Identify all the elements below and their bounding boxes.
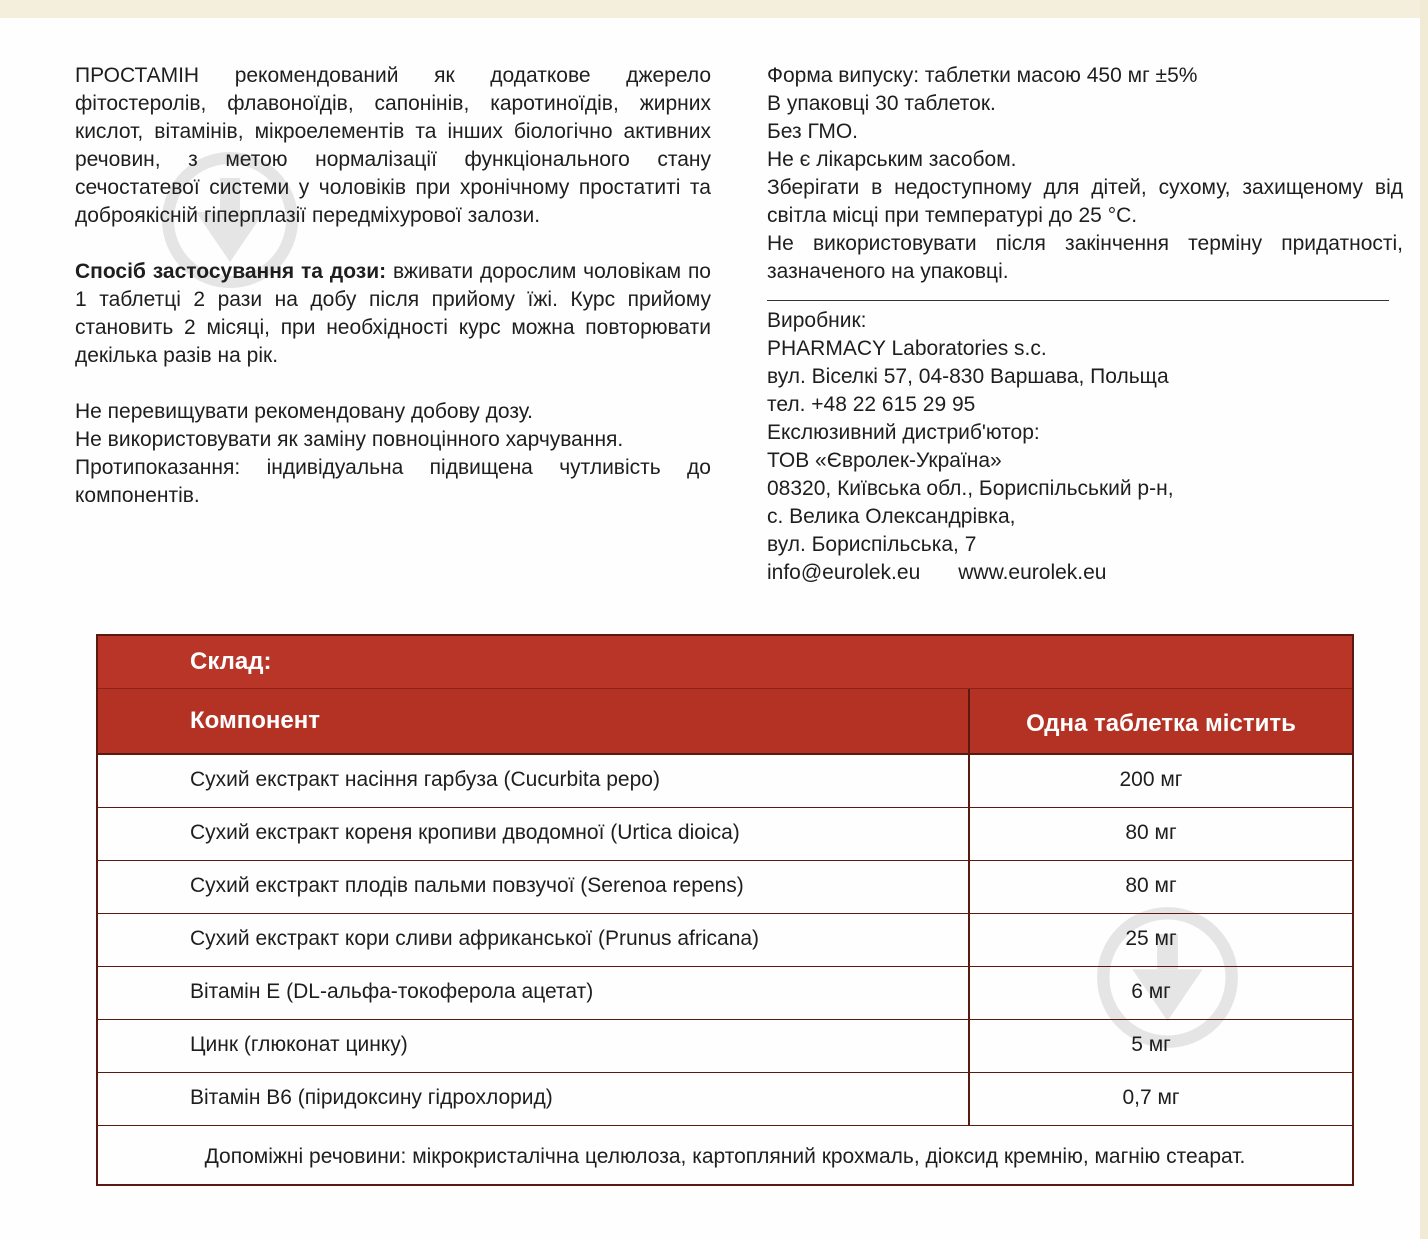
table-row	[98, 755, 1352, 808]
contacts-row	[767, 559, 1403, 587]
manufacturer-name: PHARMACY Laboratories s.c.	[767, 337, 1047, 360]
component-name: Цинк (глюконат цинку)	[98, 1020, 970, 1072]
component-amount: 6 мг	[1131, 980, 1171, 1003]
left-column	[75, 62, 711, 510]
distributor-address: 08320, Київська обл., Бориспільський р-н,	[767, 477, 1174, 500]
table-row	[98, 1073, 1352, 1126]
expiry-note: Не використовувати після закінчення терміну придатності, зазначеного на упаковці.	[767, 232, 1403, 283]
component-name: Сухий екстракт насіння гарбуза (Cucurbita pepo)	[98, 755, 970, 807]
right-column	[767, 62, 1403, 587]
manufacturer-phone: тел. +48 22 615 29 95	[767, 393, 976, 416]
column-header-amount: Одна таблетка містить	[1026, 710, 1296, 737]
warnings-paragraph	[75, 398, 711, 510]
warning-line: Не використовувати як заміну повноцінного харчування.	[75, 428, 624, 451]
website-link[interactable]: www.eurolek.eu	[958, 561, 1107, 584]
distributor-address: с. Велика Олександрівка,	[767, 505, 1016, 528]
component-name: Сухий екстракт плодів пальми повзучої (Serenoa repens)	[98, 861, 970, 913]
component-amount: 80 мг	[1125, 874, 1177, 897]
excipients-note: Допоміжні речовини: мікрокристалічна целюлоза, картопляний крохмаль, діоксид кремнію, магнію стеарат.	[204, 1145, 1246, 1168]
usage-title: Спосіб застосування та дози:	[75, 260, 387, 283]
warning-line: Не перевищувати рекомендовану добову дозу.	[75, 400, 533, 423]
table-row	[98, 914, 1352, 967]
table-row	[98, 808, 1352, 861]
column-header-component: Компонент	[98, 689, 970, 753]
component-amount: 200 мг	[1119, 768, 1183, 791]
pack-count: В упаковці 30 таблеток.	[767, 92, 996, 115]
intro-text: ПРОСТАМІН рекомендований як додаткове джерело фітостеролів, флавоноїдів, сапонінів, каротиноїдів, жирних кислот, вітамінів, мікроелементів та інших біологічно активних речовин, з метою нормалізації функціонального стану сечостатевої системи у чоловіків при хронічному простатиті та доброякісній гіперплазії передміхурової залози.	[75, 64, 711, 227]
not-drug-note: Не є лікарським засобом.	[767, 148, 1017, 171]
table-header	[98, 689, 1352, 755]
gmo-note: Без ГМО.	[767, 120, 859, 143]
component-amount: 0,7 мг	[1122, 1086, 1180, 1109]
component-amount: 25 мг	[1125, 927, 1177, 950]
storage-note: Зберігати в недоступному для дітей, сухому, захищеному від світла місці при температурі до 25 °С.	[767, 176, 1403, 227]
email-link[interactable]: info@eurolek.eu	[767, 561, 921, 584]
manufacturer-address: вул. Віселкі 57, 04-830 Варшава, Польща	[767, 365, 1169, 388]
manufacturer-label: Виробник:	[767, 309, 867, 332]
component-name: Сухий екстракт кореня кропиви дводомної (Urtica dioica)	[98, 808, 970, 860]
release-form: Форма випуску: таблетки масою 450 мг ±5%	[767, 64, 1198, 87]
composition-title: Склад:	[98, 636, 1352, 689]
component-name: Вітамін Е (DL-альфа-токоферола ацетат)	[98, 967, 970, 1019]
warning-line: Протипоказання: індивідуальна підвищена чутливість до компонентів.	[75, 456, 711, 507]
table-row	[98, 967, 1352, 1020]
divider	[767, 300, 1389, 301]
distributor-label: Екслюзивний дистриб'ютор:	[767, 421, 1040, 444]
component-name: Сухий екстракт кори сливи африканської (Prunus africana)	[98, 914, 970, 966]
package-top-edge	[0, 0, 1428, 18]
table-row	[98, 1020, 1352, 1073]
component-amount: 5 мг	[1131, 1033, 1171, 1056]
usage-paragraph	[75, 258, 711, 370]
package-right-edge	[1420, 0, 1428, 1239]
distributor-name: ТОВ «Євролек-Україна»	[767, 449, 1002, 472]
distributor-address: вул. Бориспільська, 7	[767, 533, 977, 556]
component-amount: 80 мг	[1125, 821, 1177, 844]
component-name: Вітамін В6 (піридоксину гідрохлорид)	[98, 1073, 970, 1125]
table-row	[98, 861, 1352, 914]
composition-table	[96, 634, 1354, 1186]
usage-text: вживати дорослим чоловікам по 1 таблетці 2 рази на добу після прийому їжі. Курс прийому становить 2 місяці, при необхідності курс можна повторювати декілька разів на рік.	[75, 260, 711, 367]
